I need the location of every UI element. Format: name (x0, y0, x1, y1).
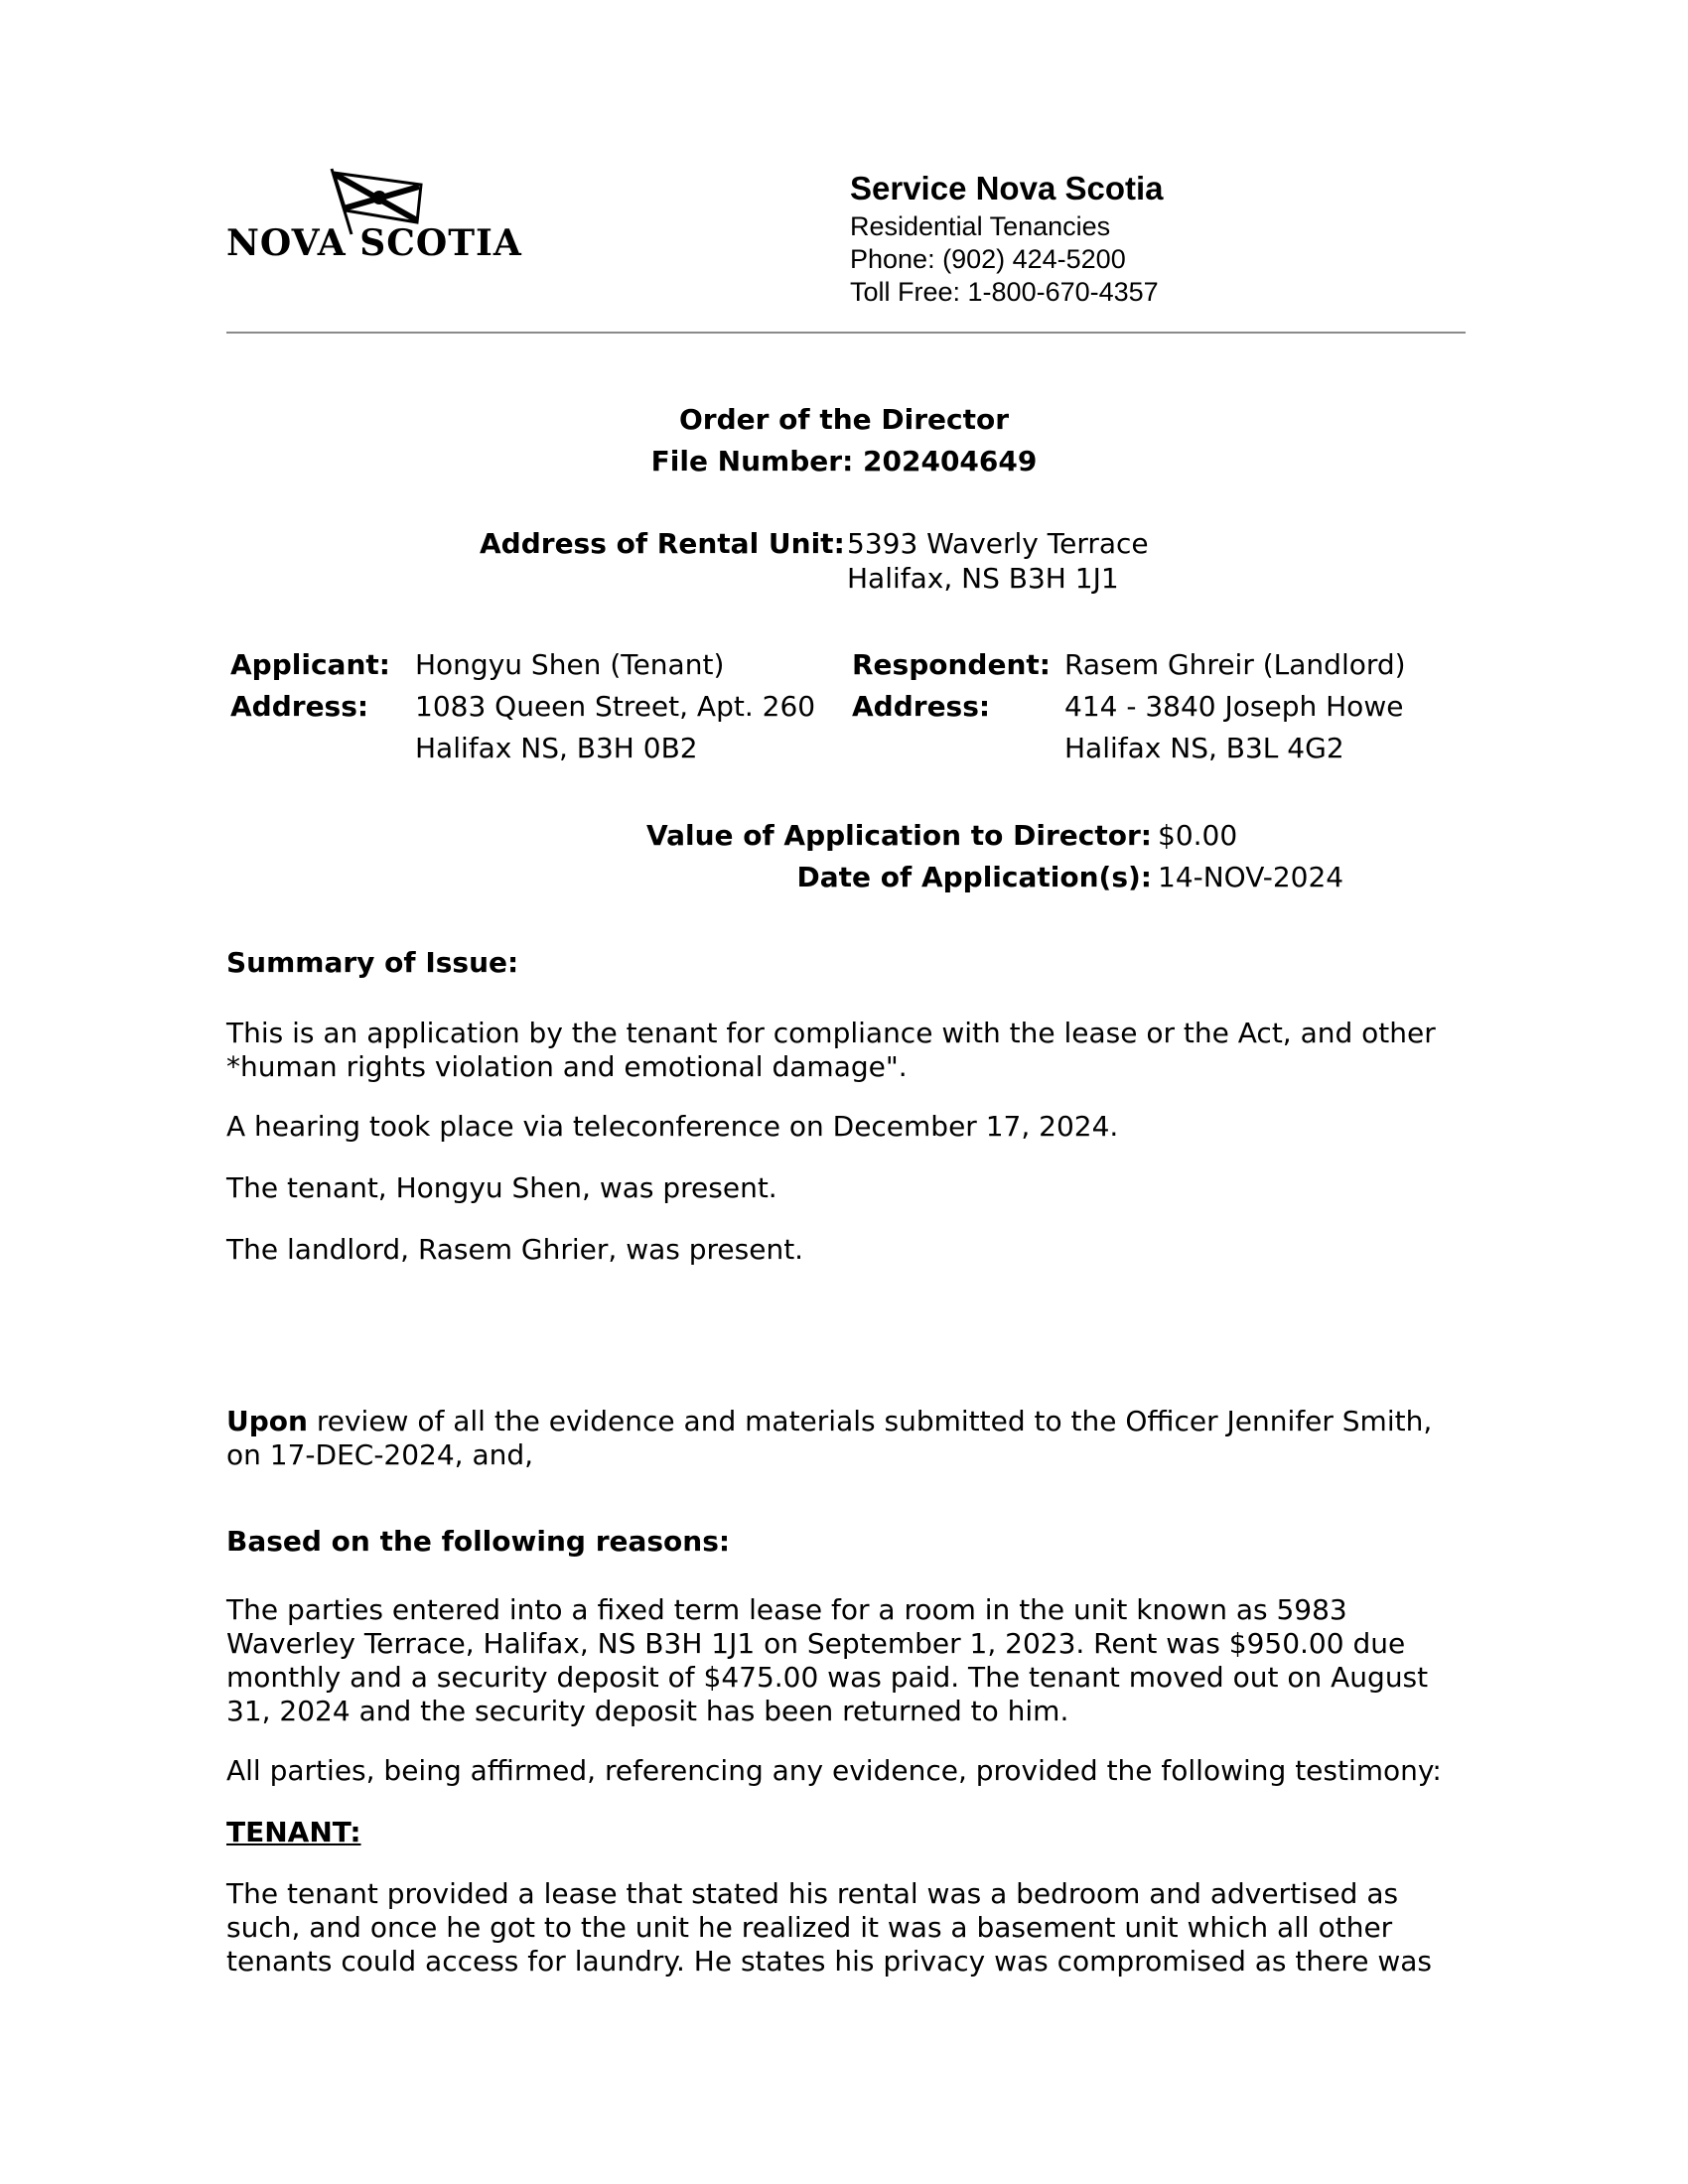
respondent-address-line1: 414 - 3840 Joseph Howe (1064, 690, 1404, 723)
application-value-label: Value of Application to Director: (645, 819, 1152, 852)
order-title: Order of the Director (678, 403, 1010, 436)
agency-name: Service Nova Scotia (850, 170, 1164, 206)
file-number: File Number: 202404649 (650, 445, 1038, 478)
reasons-p1-line3: monthly and a security deposit of $475.00 was paid. The tenant moved out on August (226, 1661, 1429, 1694)
agency-info (850, 167, 1164, 309)
review-line2: on 17-DEC-2024, and, (226, 1438, 534, 1471)
rental-unit-label: Address of Rental Unit: (480, 527, 845, 560)
nova-scotia-logo (226, 167, 544, 266)
applicant-label: Applicant: (230, 648, 390, 681)
reasons-paragraph-1 (226, 1593, 1468, 1728)
rental-unit-line2: Halifax, NS B3H 1J1 (847, 562, 1119, 595)
header-divider (226, 332, 1466, 334)
applicant-address-line2: Halifax NS, B3H 0B2 (415, 732, 698, 764)
phone-number: Phone: (902) 424-5200 (850, 244, 1126, 274)
summary-heading: Summary of Issue: (226, 946, 519, 979)
rental-unit-line1: 5393 Waverly Terrace (847, 527, 1149, 560)
reasons-p1-line4: 31, 2024 and the security deposit has been returned to him. (226, 1695, 1069, 1727)
tenant-paragraph-1 (226, 1877, 1468, 1979)
testimony-paragraph: All parties, being affirmed, referencing any evidence, provided the following testimony: (226, 1754, 1442, 1787)
application-value: $0.00 (1158, 819, 1238, 852)
respondent-name: Rasem Ghreir (Landlord) (1064, 648, 1406, 681)
tenant-p1-line1: The tenant provided a lease that stated his rental was a bedroom and advertised as (226, 1877, 1399, 1910)
applicant-address-line1: 1083 Queen Street, Apt. 260 (415, 690, 816, 723)
applicant-name: Hongyu Shen (Tenant) (415, 648, 725, 681)
tenant-present-paragraph: The tenant, Hongyu Shen, was present. (226, 1171, 777, 1204)
review-paragraph (226, 1405, 1468, 1472)
applicant-address-label: Address: (230, 690, 369, 723)
respondent-address-line2: Halifax NS, B3L 4G2 (1064, 732, 1344, 764)
application-date-label: Date of Application(s): (796, 861, 1152, 893)
upon-bold-word: Upon (226, 1405, 308, 1437)
reasons-p1-line2: Waverley Terrace, Halifax, NS B3H 1J1 on September 1, 2023. Rent was $950.00 due (226, 1627, 1406, 1660)
toll-free-number: Toll Free: 1-800-670-4357 (850, 277, 1159, 307)
summary-paragraph-1 (226, 1017, 1468, 1084)
tenant-heading: TENANT: (226, 1816, 361, 1848)
department-name: Residential Tenancies (850, 211, 1111, 241)
summary-p1-line2: *human rights violation and emotional damage". (226, 1050, 908, 1083)
respondent-label: Respondent: (852, 648, 1051, 681)
tenant-p1-line2: such, and once he got to the unit he realized it was a basement unit which all other (226, 1911, 1393, 1944)
application-date: 14-NOV-2024 (1158, 861, 1344, 893)
review-line1: review of all the evidence and materials submitted to the Officer Jennifer Smith, (307, 1405, 1433, 1437)
logo-text: NOVA SCOTIA (226, 222, 522, 264)
hearing-paragraph: A hearing took place via teleconference on December 17, 2024. (226, 1110, 1119, 1143)
reasons-heading: Based on the following reasons: (226, 1525, 731, 1558)
tenant-p1-line3: tenants could access for laundry. He states his privacy was compromised as there was (226, 1945, 1433, 1978)
respondent-address-label: Address: (852, 690, 991, 723)
reasons-p1-line1: The parties entered into a fixed term lease for a room in the unit known as 5983 (226, 1593, 1347, 1626)
summary-p1-line1: This is an application by the tenant for compliance with the lease or the Act, and other (226, 1017, 1436, 1049)
landlord-present-paragraph: The landlord, Rasem Ghrier, was present. (226, 1233, 804, 1266)
